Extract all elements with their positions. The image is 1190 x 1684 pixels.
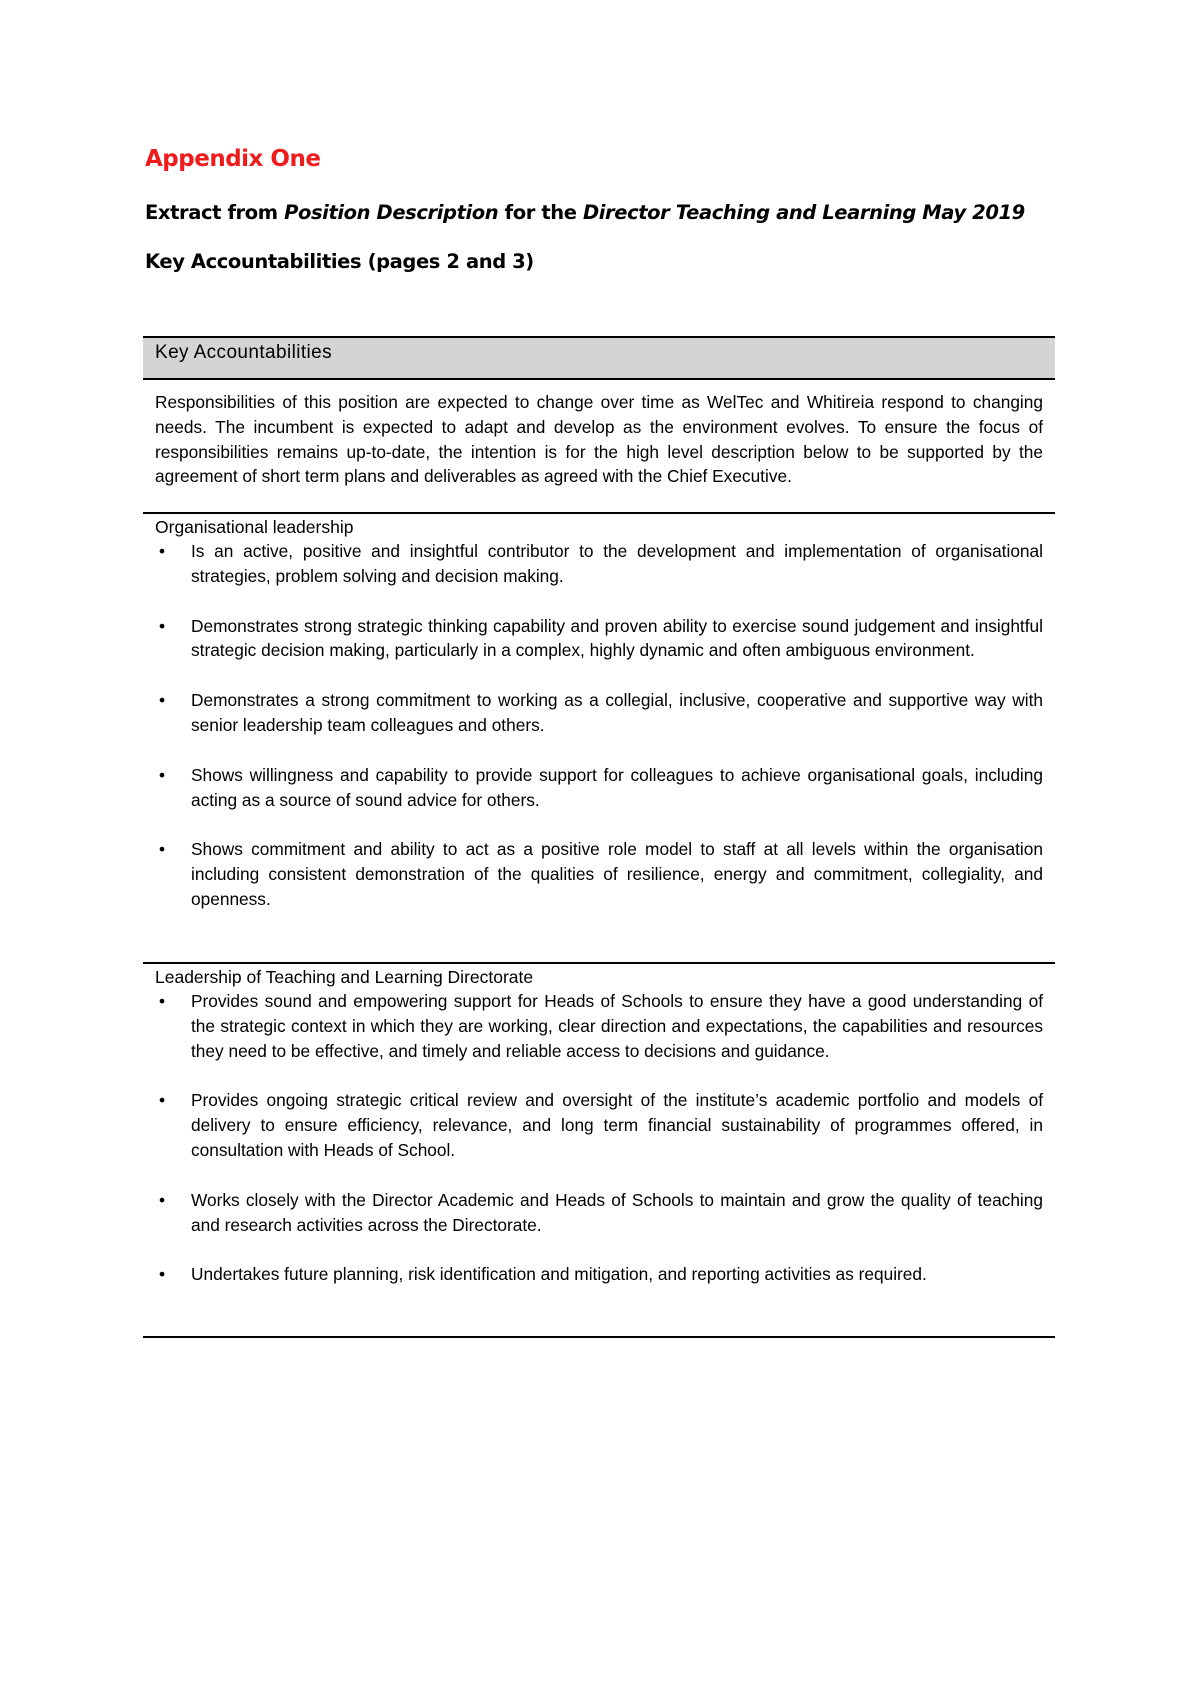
list-item [143,989,1055,1063]
list-item [143,837,1055,911]
table-intro: Responsibilities of this position are expected to change over time as WelTec and Whitireia respond to changing needs. The incumbent is expected to adapt and develop as the environment evolves. To ensure the focus of responsibilities remains up-to-date, the intention is for the high level description below to be supported by the agreement of short term plans and deliverables as agreed with the Chief Executive. [155,392,1043,487]
list-item [143,539,1055,589]
bullet-icon: • [158,839,166,860]
section-title: Leadership of Teaching and Learning Directorate [155,967,534,987]
bullet-icon: • [158,1264,166,1285]
list-item-text: Demonstrates a strong commitment to working as a collegial, inclusive, cooperative and supportive way with senior leadership team colleagues and others. [191,690,1043,735]
extract-prefix: Extract from [145,201,285,224]
key-accountabilities-table [143,336,1055,1338]
extract-doc-name: Position Description [284,201,499,224]
section-organisational-leadership [143,512,1055,962]
list-item [143,688,1055,738]
list-item-text: Is an active, positive and insightful contributor to the development and implementation of organisational strategies, problem solving and decision making. [191,541,1043,586]
list-item-text: Shows willingness and capability to provide support for colleagues to achieve organisational goals, including acting as a source of sound advice for others. [191,764,1043,810]
table-header: Key Accountabilities [143,336,1055,380]
bullet-icon: • [158,541,166,561]
list-item [143,1088,1055,1162]
bullet-list [143,539,1055,912]
list-item-text: Provides sound and empowering support for Heads of Schools to ensure they have a good understanding of the strategic context in which they are working, clear direction and expectations, the capabilities and resources they need to be effective, and timely and reliable access to decisions and guidance. [191,991,1043,1061]
list-item [143,614,1055,664]
list-item-text: Works closely with the Director Academic and Heads of Schools to maintain and grow the quality of teaching and research activities across the Directorate. [191,1189,1043,1235]
section-teaching-learning-directorate [143,962,1055,1338]
section-title: Organisational leadership [155,517,354,537]
bullet-icon: • [158,1090,166,1111]
extract-role: Director Teaching and Learning May 2019 [582,201,1025,224]
bullet-icon: • [158,690,166,711]
list-item [143,763,1055,813]
list-item-text: Provides ongoing strategic critical review and oversight of the institute’s academic portfolio and models of delivery to ensure efficiency, relevance, and long term financial sustainability of programmes offered, in consultation with Heads of School. [191,1090,1043,1160]
list-item [143,1188,1055,1238]
list-item-text: Undertakes future planning, risk identification and mitigation, and reporting activities as required. [191,1264,927,1285]
bullet-icon: • [158,991,166,1011]
appendix-title: Appendix One [145,146,321,172]
bullet-icon: • [158,615,166,636]
extract-middle: for the [498,201,583,224]
list-item-text: Shows commitment and ability to act as a positive role model to staff at all levels within the organisation including consistent demonstration of the qualities of resilience, energy and commitment, collegiality, and openness. [191,839,1043,909]
bullet-icon: • [158,764,166,785]
extract-heading [145,201,1025,224]
key-accountabilities-heading: Key Accountabilities (pages 2 and 3) [145,250,534,273]
list-item-text: Demonstrates strong strategic thinking capability and proven ability to exercise sound judgement and insightful strategic decision making, particularly in a complex, highly dynamic and often ambiguous environment. [191,615,1043,661]
bullet-list [143,989,1055,1287]
list-item [143,1262,1055,1287]
bullet-icon: • [158,1189,166,1210]
